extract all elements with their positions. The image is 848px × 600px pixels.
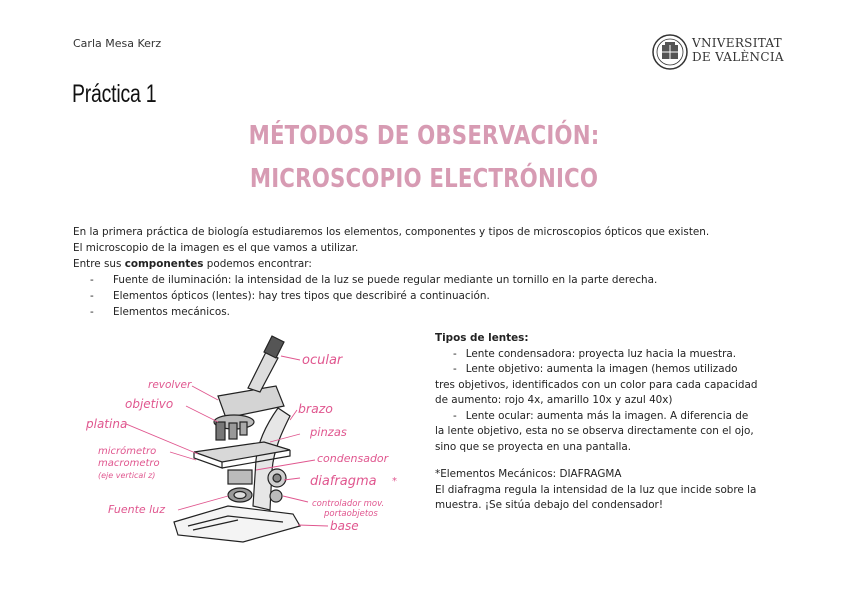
label-pinzas: pinzas <box>310 425 347 439</box>
university-seal-icon <box>651 32 689 72</box>
label-diafragma: diafragma <box>310 474 377 489</box>
practice-heading: Práctica 1 <box>72 80 157 108</box>
title-line-2: MICROSCOPIO ELECTRÓNICO <box>249 164 599 194</box>
title-line-1: MÉTODOS DE OBSERVACIÓN: <box>248 121 600 151</box>
mechanical-heading: *Elementos Mecánicos: DIAFRAGMA <box>435 468 622 480</box>
lens-ocular: - Lente ocular: aumenta más la imagen. A diferencia de <box>453 409 749 422</box>
microscope-illustration <box>78 330 418 545</box>
lens-types-heading: Tipos de lentes: <box>435 332 529 344</box>
lens-types-section <box>435 331 780 514</box>
lens-ocular-cont-1: la lente objetivo, esta no se observa directamente con el ojo, <box>435 425 754 437</box>
mechanical-text-1: El diafragma regula la intensidad de la luz que incide sobre la <box>435 483 757 496</box>
components-bold: componentes <box>124 258 204 270</box>
lens-objetivo: - Lente objetivo: aumenta la imagen (hemos utilizado <box>453 363 738 375</box>
label-macrometro: macrometro <box>98 458 160 469</box>
label-ocular: ocular <box>302 353 343 368</box>
list-item: - Fuente de iluminación: la intensidad de la luz se puede regular mediante un tornillo en la parte derecha. <box>73 272 773 288</box>
mechanical-text-2: muestra. ¡Se sitúa debajo del condensador! <box>435 499 663 511</box>
list-item: - Elementos ópticos (lentes): hay tres tipos que describiré a continuación. <box>73 288 773 304</box>
label-controlador-1: controlador mov. <box>312 499 385 509</box>
label-condensador: condensador <box>317 452 389 465</box>
intro-section <box>73 224 773 320</box>
intro-paragraph-2: El microscopio de la imagen es el que vamos a utilizar. <box>73 242 359 254</box>
list-item: - Elementos mecánicos. <box>73 304 773 320</box>
label-asterisk: * <box>392 476 397 487</box>
intro-paragraph-3: Entre sus componentes podemos encontrar: <box>73 258 312 270</box>
lens-objetivo-cont-2: de aumento: rojo 4x, amarillo 10x y azul 40x) <box>435 394 673 406</box>
label-platina: platina <box>86 417 128 431</box>
logo-line-1: VNIVERSITAT <box>692 36 782 50</box>
lens-ocular-cont-2: sino que se proyecta en una pantalla. <box>435 440 632 453</box>
lens-condensadora: - Lente condensadora: proyecta luz hacia la muestra. <box>453 347 737 360</box>
components-list <box>73 272 773 320</box>
label-micrometro: micrómetro <box>98 446 157 457</box>
label-objetivo: objetivo <box>125 397 174 411</box>
label-eje-vertical: (eje vertical z) <box>98 471 156 480</box>
label-base: base <box>330 519 359 533</box>
label-controlador-2: portaobjetos <box>324 509 378 519</box>
author-name: Carla Mesa Kerz <box>73 37 162 50</box>
logo-line-2: DE VALÈNCIA <box>692 50 784 64</box>
lens-objetivo-cont-1: tres objetivos, identificados con un color para cada capacidad <box>435 378 758 391</box>
label-fuente-luz: Fuente luz <box>108 503 165 516</box>
label-revolver: revolver <box>148 379 192 391</box>
intro-paragraph-1: En la primera práctica de biología estudiaremos los elementos, componentes y tipos de microscopios ópticos que existen. <box>73 226 710 238</box>
university-logo <box>651 32 784 72</box>
label-brazo: brazo <box>298 401 333 416</box>
